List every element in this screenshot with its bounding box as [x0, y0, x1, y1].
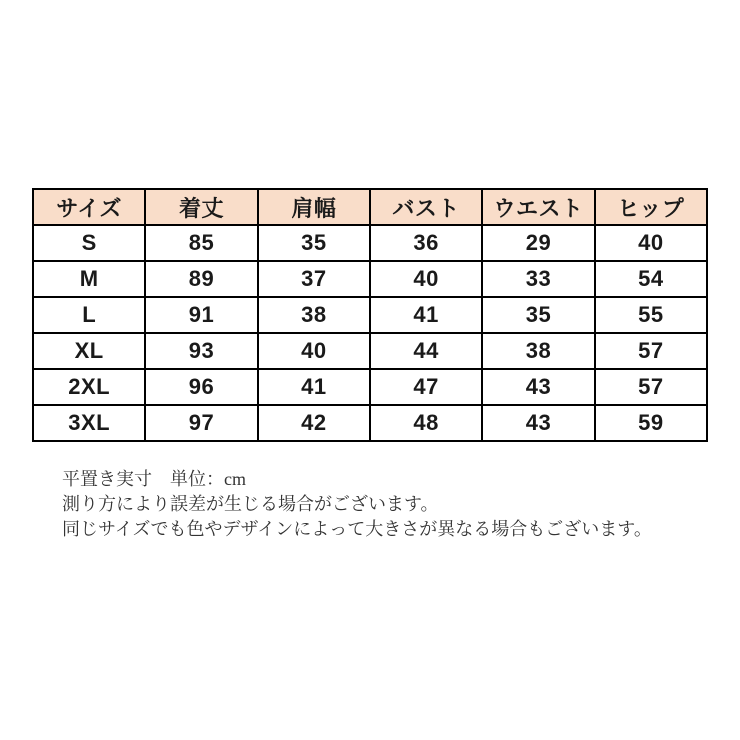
note-line-tolerance: 測り方により誤差が生じる場合がございます。 — [62, 494, 439, 514]
cell-value: 96 — [145, 369, 257, 405]
cell-size-label: 2XL — [33, 369, 145, 405]
cell-value: 33 — [482, 261, 594, 297]
cell-value: 89 — [145, 261, 257, 297]
cell-value: 40 — [595, 225, 707, 261]
table-row-xl — [33, 333, 707, 369]
header-cell-hip: ヒップ — [595, 189, 707, 225]
table-row-m — [33, 261, 707, 297]
header-cell-shoulder: 肩幅 — [258, 189, 370, 225]
cell-value: 91 — [145, 297, 257, 333]
cell-value: 40 — [370, 261, 482, 297]
header-row — [33, 189, 707, 225]
note-line-variation: 同じサイズでも色やデザインによって大きさが異なる場合もございます。 — [62, 519, 652, 539]
cell-value: 47 — [370, 369, 482, 405]
cell-value: 40 — [258, 333, 370, 369]
cell-value: 57 — [595, 369, 707, 405]
cell-value: 42 — [258, 405, 370, 441]
measurement-notes — [62, 467, 652, 542]
cell-value: 43 — [482, 405, 594, 441]
cell-value: 55 — [595, 297, 707, 333]
cell-size-label: S — [33, 225, 145, 261]
cell-value: 35 — [482, 297, 594, 333]
cell-value: 41 — [370, 297, 482, 333]
cell-value: 44 — [370, 333, 482, 369]
cell-value: 54 — [595, 261, 707, 297]
cell-value: 48 — [370, 405, 482, 441]
cell-size-label: XL — [33, 333, 145, 369]
header-cell-bust: バスト — [370, 189, 482, 225]
table-row-l — [33, 297, 707, 333]
cell-value: 29 — [482, 225, 594, 261]
size-table — [32, 188, 708, 442]
size-table-header — [33, 189, 707, 225]
table-row-2xl — [33, 369, 707, 405]
header-cell-waist: ウエスト — [482, 189, 594, 225]
cell-value: 85 — [145, 225, 257, 261]
cell-value: 35 — [258, 225, 370, 261]
cell-size-label: M — [33, 261, 145, 297]
cell-value: 38 — [258, 297, 370, 333]
cell-value: 36 — [370, 225, 482, 261]
header-cell-length: 着丈 — [145, 189, 257, 225]
cell-value: 37 — [258, 261, 370, 297]
note-line-unit: 平置き実寸 単位：cm — [62, 469, 246, 489]
cell-size-label: L — [33, 297, 145, 333]
cell-value: 38 — [482, 333, 594, 369]
cell-size-label: 3XL — [33, 405, 145, 441]
size-table-body — [33, 225, 707, 441]
cell-value: 59 — [595, 405, 707, 441]
header-cell-size: サイズ — [33, 189, 145, 225]
cell-value: 41 — [258, 369, 370, 405]
table-row-s — [33, 225, 707, 261]
cell-value: 43 — [482, 369, 594, 405]
cell-value: 97 — [145, 405, 257, 441]
table-row-3xl — [33, 405, 707, 441]
cell-value: 57 — [595, 333, 707, 369]
cell-value: 93 — [145, 333, 257, 369]
